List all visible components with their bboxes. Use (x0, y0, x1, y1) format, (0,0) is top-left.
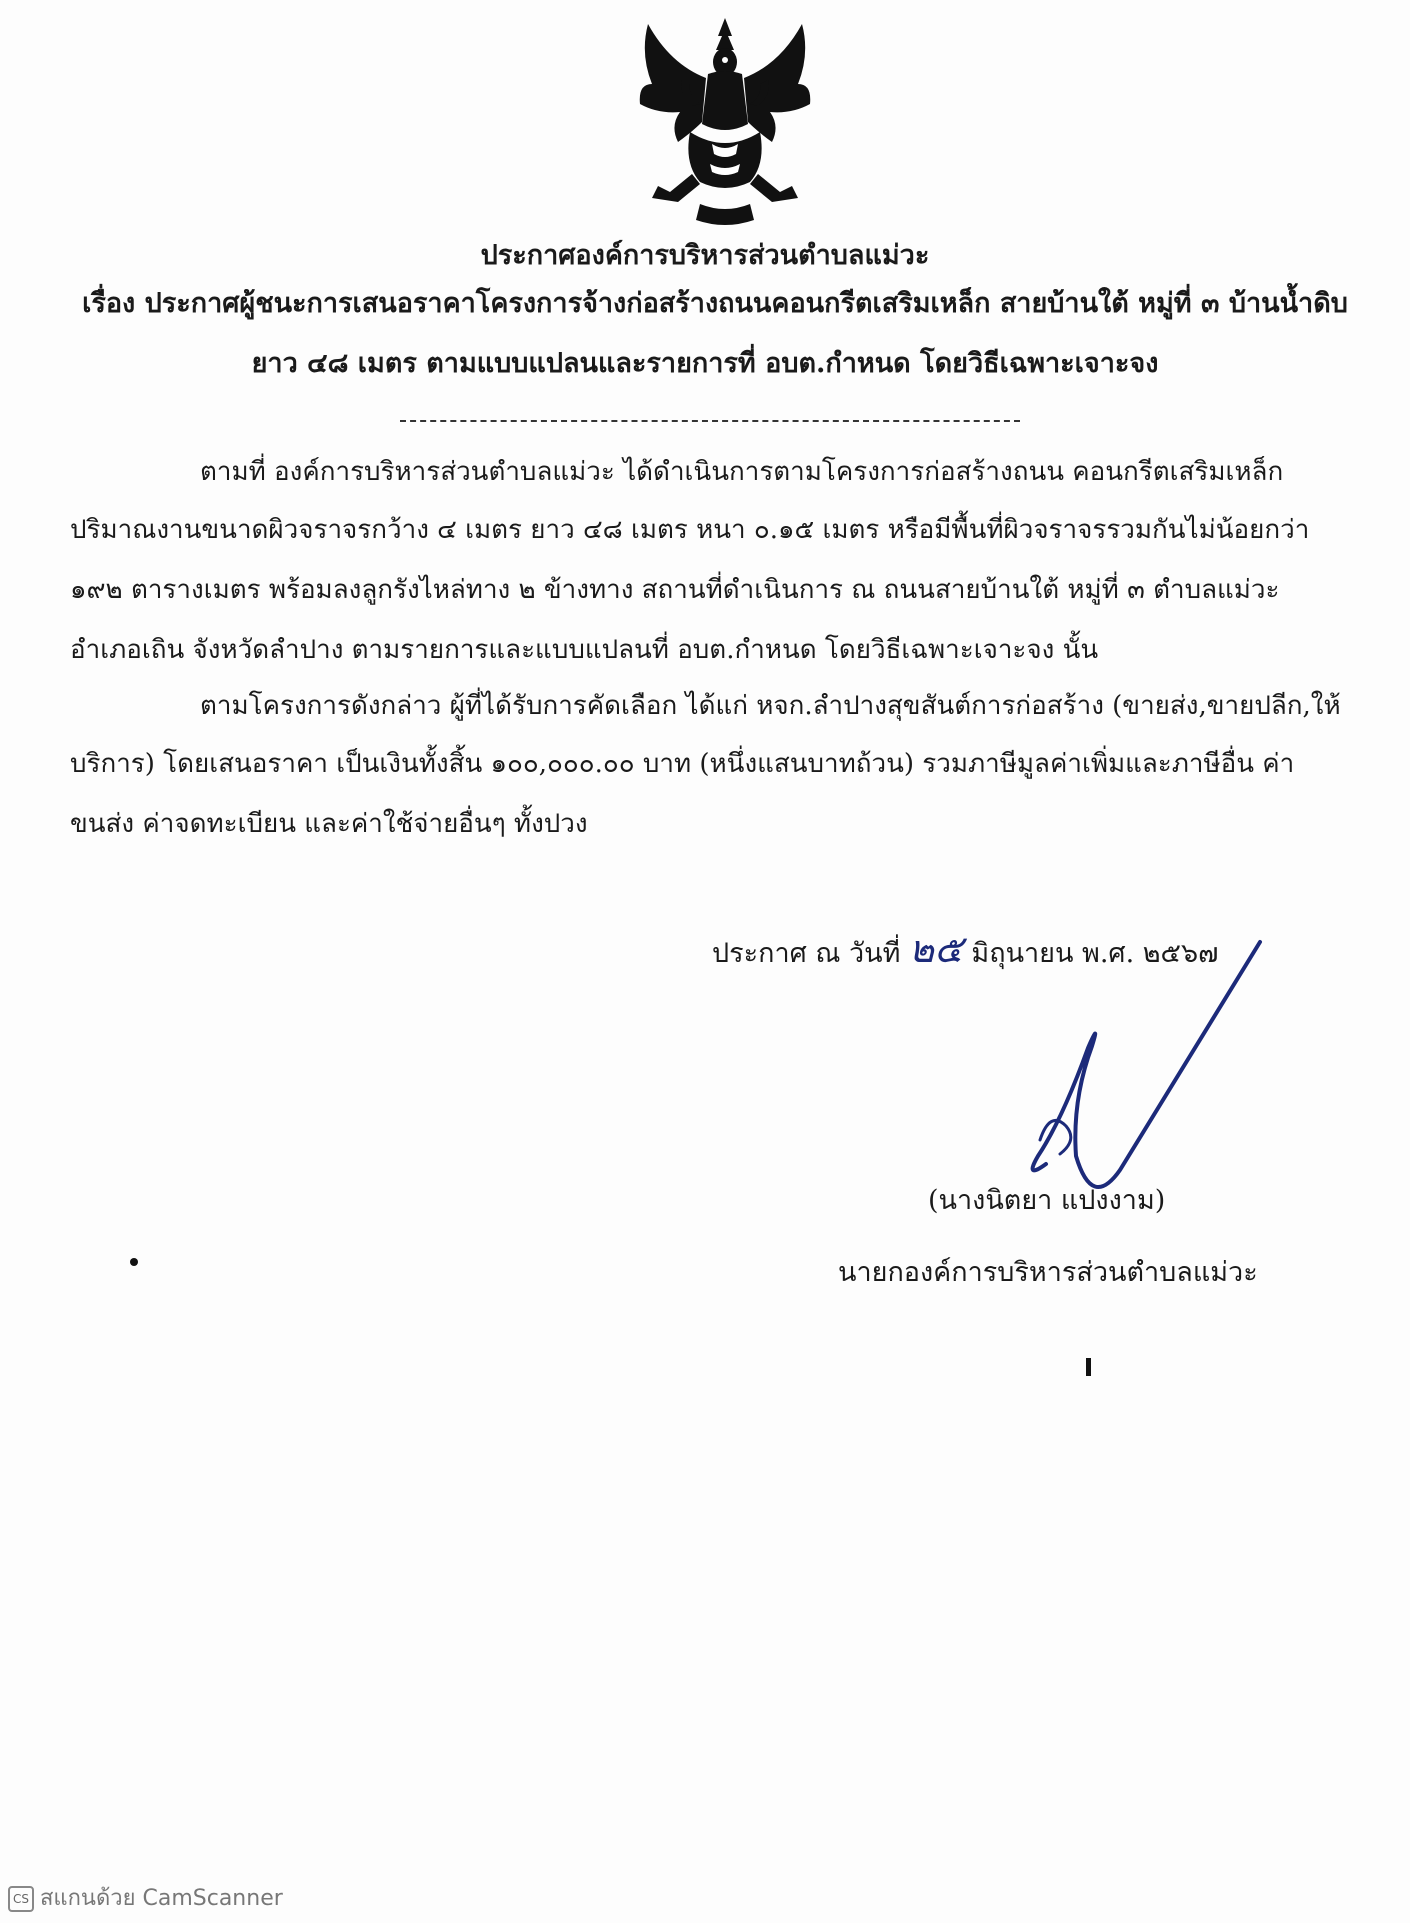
paragraph-2-line: บริการ) โดยเสนอราคา เป็นเงินทั้งสิ้น ๑๐๐,๐๐๐.๐๐ บาท (หนึ่งแสนบาทถ้วน) รวมภาษีมูลค่าเพิ่มและภาษีอื่น ค่า (70, 749, 1295, 779)
garuda-emblem-icon (630, 14, 820, 236)
paragraph-1-line: ๑๙๒ ตารางเมตร พร้อมลงลูกรังไหล่ทาง ๒ ข้างทาง สถานที่ดำเนินการ ณ ถนนสายบ้านใต้ หมู่ที่ ๓ ตำบลแม่วะ (70, 575, 1280, 605)
camscanner-footer (8, 1880, 283, 1915)
paragraph-1-line: ตามที่ องค์การบริหารส่วนตำบลแม่วะ ได้ดำเนินการตามโครงการก่อสร้างถนน คอนกรีตเสริมเหล็ก (200, 457, 1284, 487)
camscanner-text: สแกนด้วย CamScanner (40, 1886, 283, 1911)
ink-mark (1086, 1358, 1091, 1376)
ink-dot (130, 1258, 138, 1266)
paragraph-2-line: ตามโครงการดังกล่าว ผู้ที่ได้รับการคัดเลือก ได้แก่ หจก.ลำปางสุขสันต์การก่อสร้าง (ขายส่ง,ขายปลีก,ให้ (200, 691, 1341, 721)
camscanner-icon: CS (8, 1886, 34, 1912)
date-month-year: มิถุนายน พ.ศ. ๒๕๖๗ (971, 938, 1219, 969)
paragraph-2-line: ขนส่ง ค่าจดทะเบียน และค่าใช้จ่ายอื่นๆ ทั้งปวง (70, 809, 588, 839)
document-subject-line-2: ยาว ๔๘ เมตร ตามแบบแปลนและรายการที่ อบต.กำหนด โดยวิธีเฉพาะเจาะจง (251, 348, 1159, 379)
dashed-divider (400, 420, 1020, 422)
date-day-handwritten: ๒๕ (909, 927, 963, 971)
document-title: ประกาศองค์การบริหารส่วนตำบลแม่วะ (480, 240, 930, 271)
date-prefix: ประกาศ ณ วันที่ (712, 938, 901, 969)
signer-title: นายกองค์การบริหารส่วนตำบลแม่วะ (838, 1257, 1258, 1288)
signer-name: (นางนิตยา แปงงาม) (928, 1185, 1166, 1216)
document-subject-line-1: เรื่อง ประกาศผู้ชนะการเสนอราคาโครงการจ้างก่อสร้างถนนคอนกรีตเสริมเหล็ก สายบ้านใต้ หมู่ที่ ๓ บ้านน้ำดิบ (82, 288, 1348, 319)
paragraph-1-line: อำเภอเถิน จังหวัดลำปาง ตามรายการและแบบแปลนที่ อบต.กำหนด โดยวิธีเฉพาะเจาะจง นั้น (70, 635, 1099, 665)
paragraph-1-line: ปริมาณงานขนาดผิวจราจรกว้าง ๔ เมตร ยาว ๔๘ เมตร หนา ๐.๑๕ เมตร หรือมีพื้นที่ผิวจราจรรวมกันไม่น้อยกว่า (70, 515, 1310, 545)
